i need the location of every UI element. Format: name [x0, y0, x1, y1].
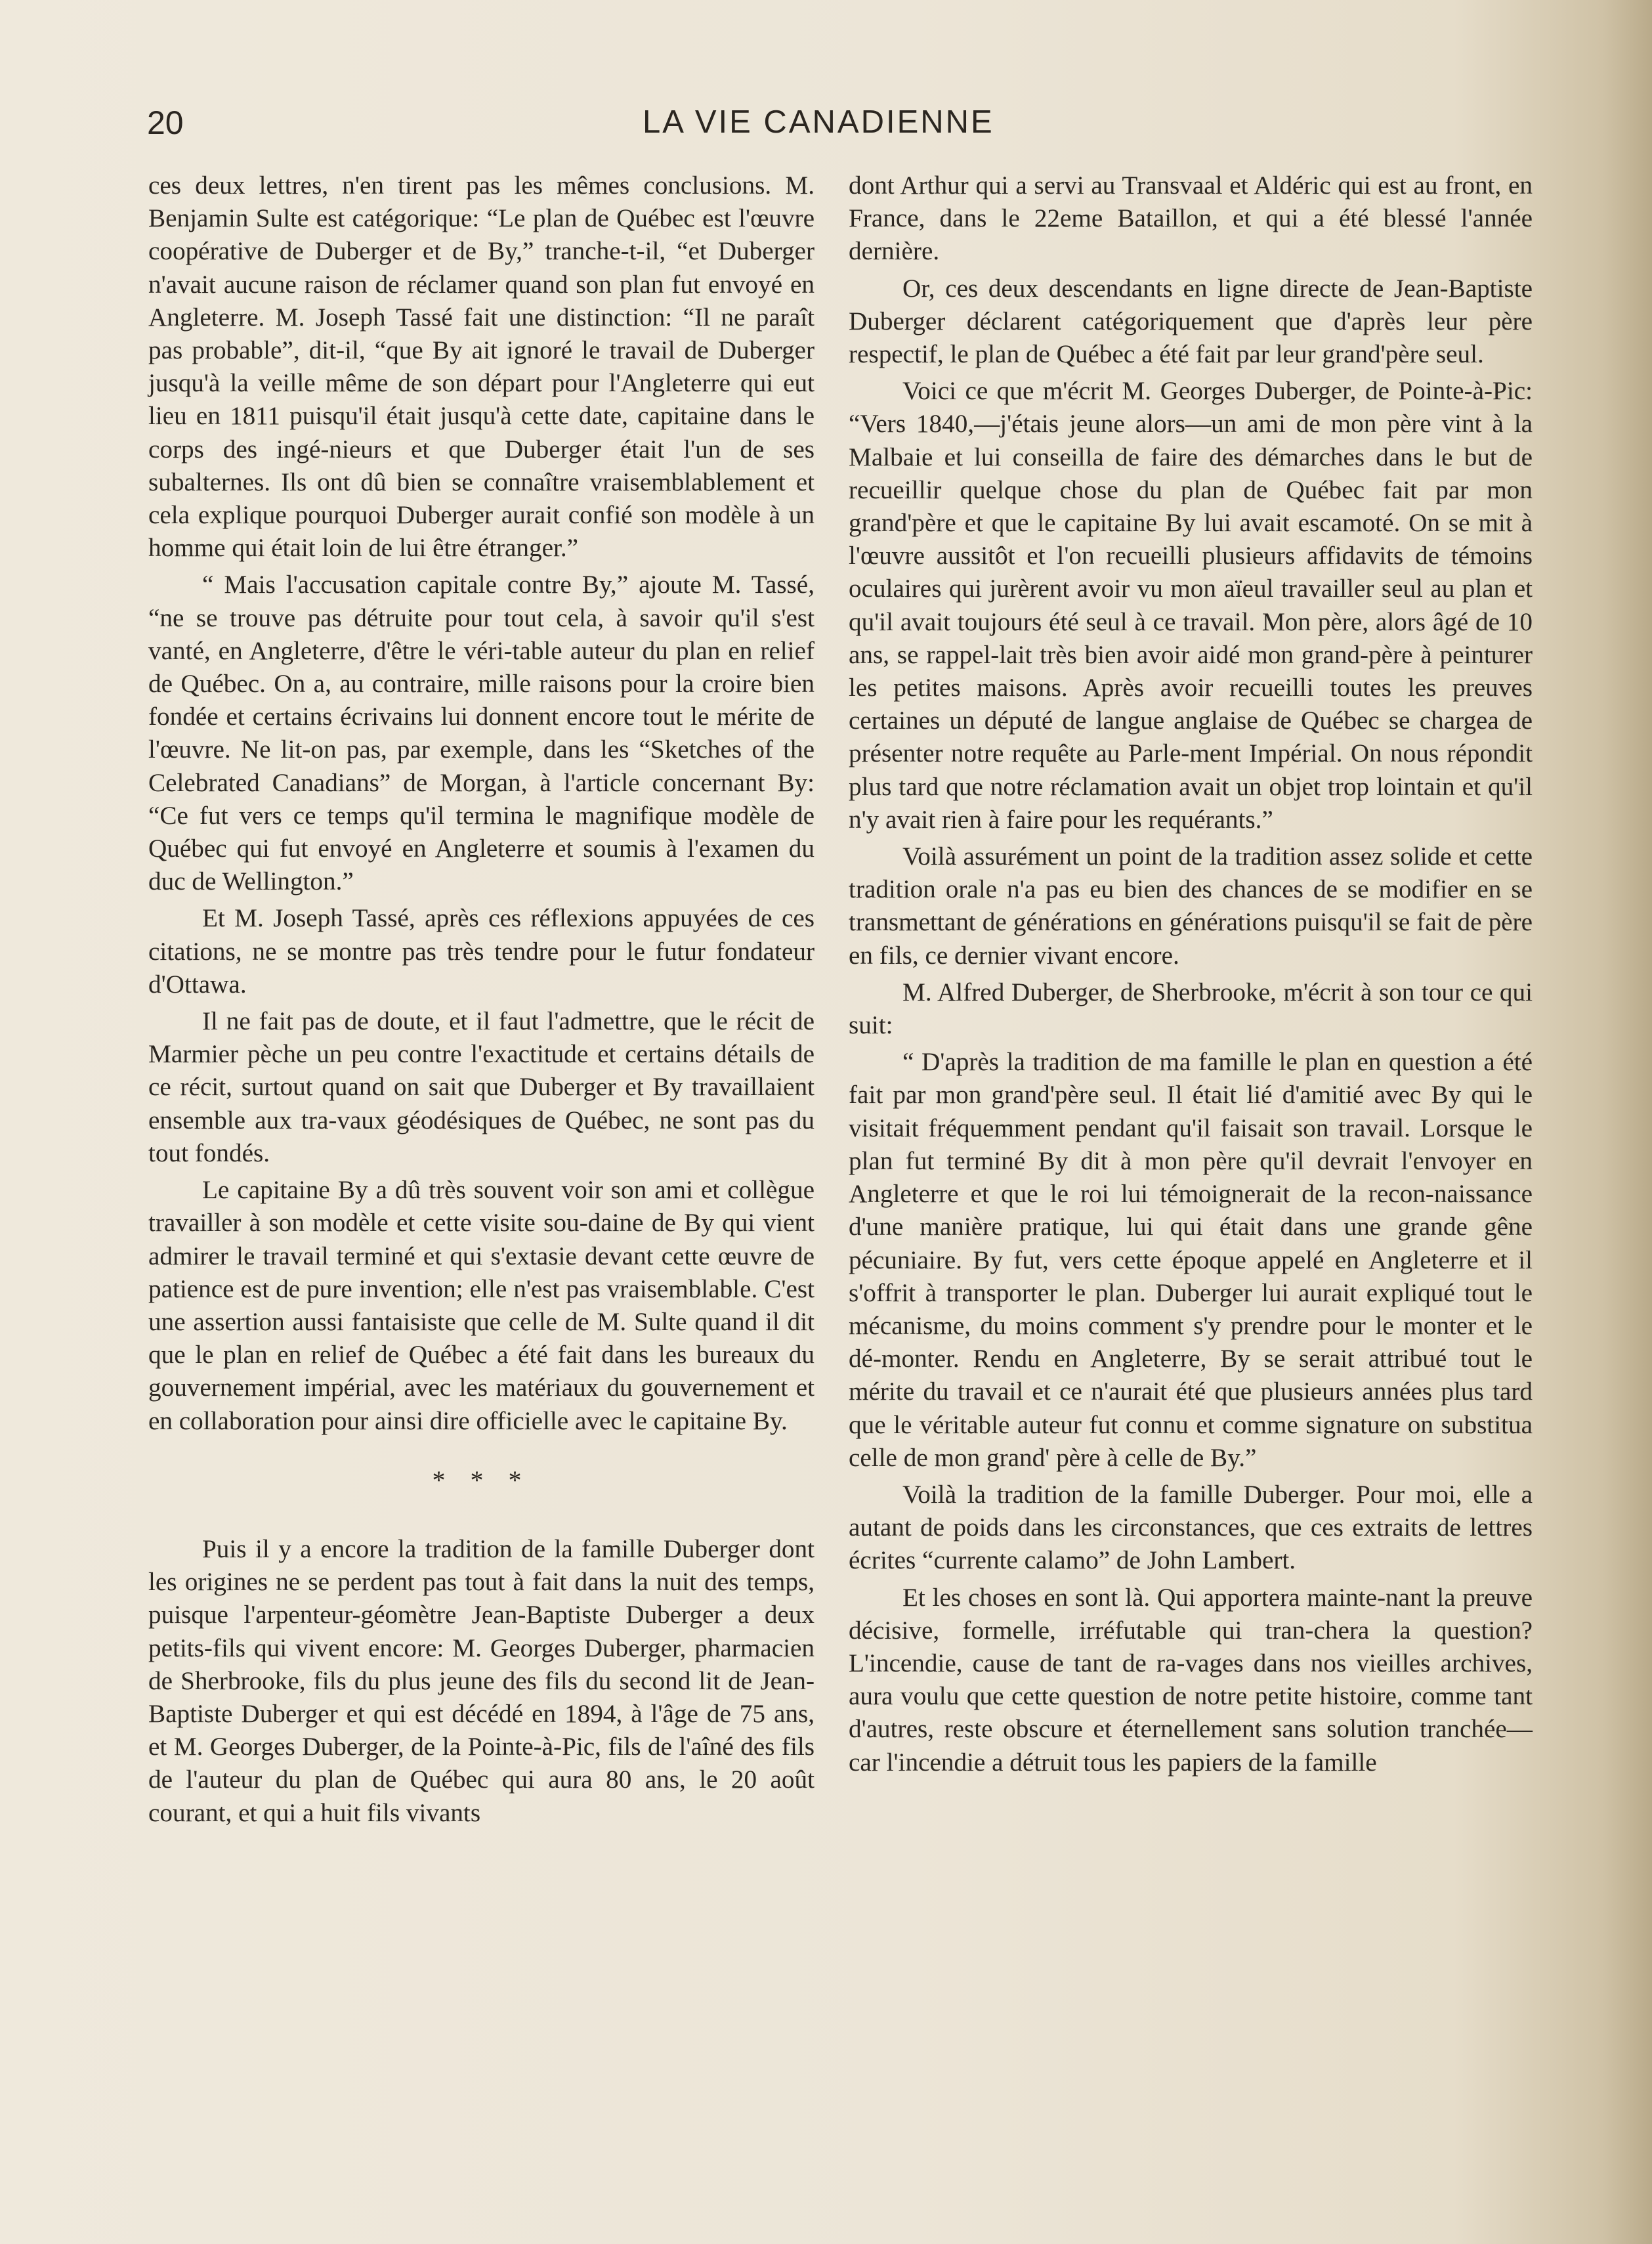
paragraph: “ Mais l'accusation capitale contre By,” ajoute M. Tassé, “ne se trouve pas détruite pour tout cela, à savoir qu'il s'est vanté, en Angleterre, d'être le véri-table auteur du plan en relief de Québec. On a, au contraire, mille raisons pour la croire bien fondée et certains écrivains lui donnent encore tout le mérite de l'œuvre. Ne lit-on pas, par exemple, dans les “Sketches of the Celebrated Canadians” de Morgan, à l'article concernant By: “Ce fut vers ce temps qu'il termina le magnifique modèle de Québec qui fut envoyé en Angleterre et soumis à l'examen du duc de Wellington.”: [148, 571, 815, 896]
paragraph: Puis il y a encore la tradition de la famille Duberger dont les origines ne se perdent pas tout à fait dans la nuit des temps, puisque l'arpenteur-géomètre Jean-Baptiste Duberger a deux petits-fils qui vivent encore: M. Georges Duberger, pharmacien de Sherbrooke, fils du plus jeune des fils du second lit de Jean-Baptiste Duberger et qui est décédé en 1894, à l'âge de 75 ans, et M. Georges Duberger, de la Pointe-à-Pic, fils de l'aîné des fils de l'auteur du plan de Québec qui aura 80 ans, le 20 août courant, et qui a huit fils vivants: [148, 1534, 815, 1827]
paragraph: Or, ces deux descendants en ligne directe de Jean-Baptiste Duberger déclarent catégoriquement que d'après leur père respectif, le plan de Québec a été fait par leur grand'père seul.: [849, 274, 1533, 369]
paragraph: dont Arthur qui a servi au Transvaal et Aldéric qui est au front, en France, dans le 22eme Bataillon, et qui a été blessé l'année dernière.: [849, 171, 1533, 266]
paragraph: Le capitaine By a dû très souvent voir son ami et collègue travailler à son modèle et cette visite sou-daine de By qui vient admirer le travail terminé et qui s'extasie devant cette œuvre de patience est de pure invention; elle n'est pas vraisemblable. C'est une assertion aussi fantaisiste que celle de M. Sulte quand il dit que le plan en relief de Québec a été fait dans les bureaux du gouvernement impérial, avec les matériaux du gouvernement et en collaboration pour ainsi dire officielle avec le capitaine By.: [148, 1176, 815, 1435]
paragraph: Voilà la tradition de la famille Duberger. Pour moi, elle a autant de poids dans les circonstances, que ces extraits de lettres écrites “currente calamo” de John Lambert.: [849, 1480, 1533, 1575]
paragraph: Voici ce que m'écrit M. Georges Duberger, de Pointe-à-Pic: “Vers 1840,—j'étais jeune alors—un ami de mon père vint à la Malbaie et lui conseilla de faire des démarches dans le but de recueillir quelque chose du plan de Québec fait par mon grand'père et que le capitaine By lui avait escamoté. On se mit à l'œuvre aussitôt et l'on recueilli plusieurs affidavits de témoins oculaires qui jurèrent avoir vu mon aïeul travailler seul au plan et qu'il avait toujours été seul à ce travail. Mon père, alors âgé de 10 ans, se rappel-lait très bien avoir aidé mon grand-père à peinturer les petites maisons. Après avoir recueilli toutes les preuves certaines un député de langue anglaise de Québec se chargea de présenter notre requête au Parle-ment Impérial. On nous répondit plus tard que notre réclamation avait un objet trop lointain et qu'il n'y avait rien à faire pour les requérants.”: [849, 377, 1533, 834]
paragraph: Et les choses en sont là. Qui apportera mainte-nant la preuve décisive, formelle, irréfutable qui tran-chera la question? L'incendie, cause de tant de ra-vages dans nos vieilles archives, aura voulu que cette question de notre petite histoire, comme tant d'autres, reste obscure et éternellement sans solution tranchée— car l'incendie a détruit tous les papiers de la famille: [849, 1583, 1533, 1777]
page-number: 20: [147, 104, 184, 141]
paragraph: Il ne fait pas de doute, et il faut l'admettre, que le récit de Marmier pèche un peu contre l'exactitude et certains détails de ce récit, surtout quand on sait que Duberger et By travaillaient ensemble aux tra-vaux géodésiques de Québec, ne sont pas du tout fondés.: [148, 1007, 815, 1167]
paragraph: Et M. Joseph Tassé, après ces réflexions appuyées de ces citations, ne se montre pas très tendre pour le futur fondateur d'Ottawa.: [148, 904, 815, 999]
paragraph: Voilà assurément un point de la tradition assez solide et cette tradition orale n'a pas eu bien des chances de se modifier en se transmettant de générations en générations puisqu'il se fait de père en fils, ce dernier vivant encore.: [849, 842, 1533, 970]
section-separator: * * *: [432, 1465, 531, 1495]
paragraph: M. Alfred Duberger, de Sherbrooke, m'écrit à son tour ce qui suit:: [849, 978, 1533, 1040]
paragraph: ces deux lettres, n'en tirent pas les mêmes conclusions. M. Benjamin Sulte est catégorique: “Le plan de Québec est l'œuvre coopérative de Duberger et de By,” tranche-t-il, “et Duberger n'avait aucune raison de réclamer quand son plan fut envoyé en Angleterre. M. Joseph Tassé fait une distinction: “Il ne paraît pas probable”, dit-il, “que By ait ignoré le travail de Duberger jusqu'à la veille même de son départ pour l'Angleterre qui eut lieu en 1811 puisqu'il était jusqu'à cette date, capitaine dans le corps des ingé-nieurs et que Duberger était l'un de ses subalternes. Ils ont dû bien se connaître vraisemblablement et cela explique pourquoi Duberger aurait confié son modèle à un homme qui était loin de lui être étranger.”: [148, 171, 815, 563]
right-column: [849, 169, 1533, 1783]
page-header: [147, 104, 1534, 150]
running-title: LA VIE CANADIENNE: [643, 104, 994, 140]
left-column: [148, 169, 815, 1834]
quoted-letter: “ D'après la tradition de ma famille le plan en question a été fait par mon grand'père seul. Il était lié d'amitié avec By qui le visitait fréquemment pendant qu'il faisait son travail. Lorsque le plan fut terminé By dit à mon père qu'il devrait l'envoyer en Angleterre et que le roi lui témoignerait de la recon-naissance d'une manière pratique, lui qui était dans une grande gêne pécuniaire. By fut, vers cette époque appelé en Angleterre et il s'offrit à transporter le plan. Duberger lui aurait expliqué tout le mécanisme, du moins comment s'y prendre pour le monter et le dé-monter. Rendu en Angleterre, By se serait attribué tout le mérite du travail et ce n'aurait été que plusieurs années plus tard que le véritable auteur fut connu et comme signature on substitua celle de mon grand' père à celle de By.”: [849, 1048, 1533, 1472]
